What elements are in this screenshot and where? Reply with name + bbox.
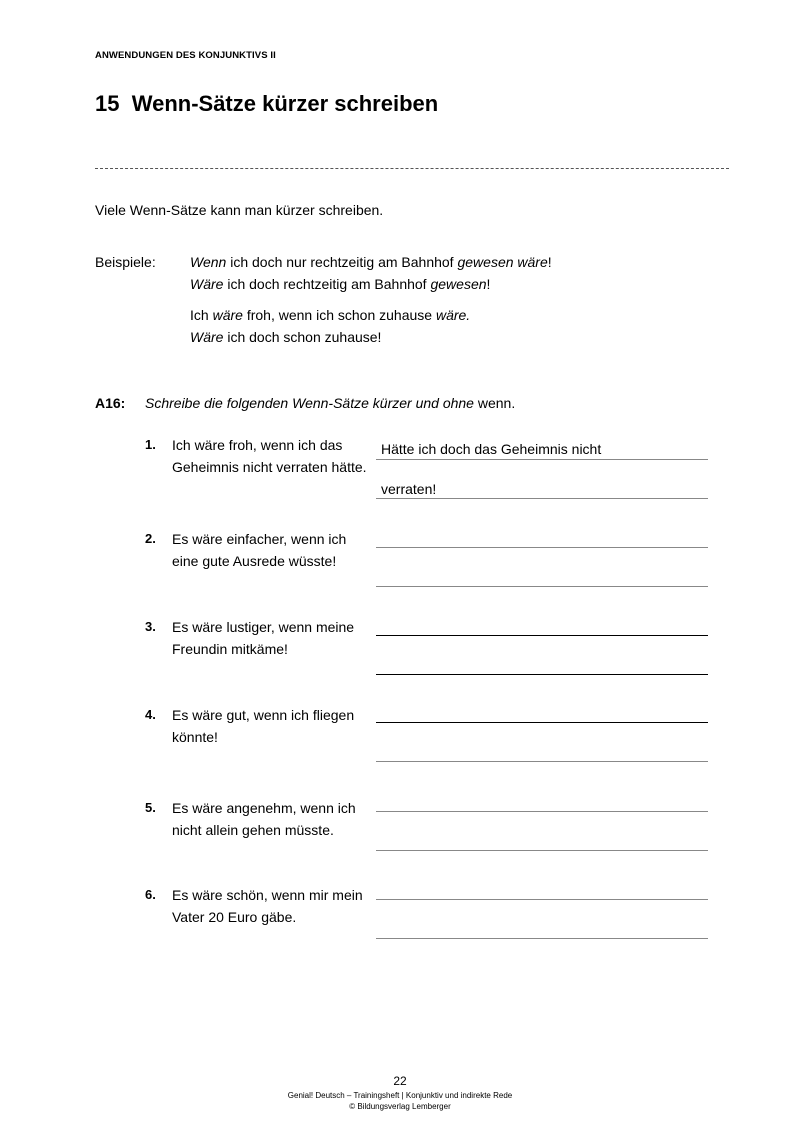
page-number: 22	[393, 1074, 407, 1088]
footer-line: Genial! Deutsch – Trainingsheft | Konjunktiv und indirekte Rede	[287, 1091, 513, 1100]
dashed-divider	[95, 168, 729, 169]
title-text: Wenn-Sätze kürzer schreiben	[131, 91, 439, 116]
answer-line[interactable]	[376, 674, 708, 675]
section-header: ANWENDUNGEN DES KONJUNKTIVS II	[95, 50, 276, 61]
item-number: 4.	[145, 707, 156, 722]
answer-line[interactable]	[376, 722, 708, 723]
example-line: Wäre ich doch schon zuhause!	[190, 329, 382, 345]
answer-line[interactable]	[376, 899, 708, 900]
example-line: Ich wäre froh, wenn ich schon zuhause wäre.	[190, 307, 471, 323]
item-sentence: Es wäre gut, wenn ich fliegen könnte!	[172, 707, 355, 745]
item-number: 1.	[145, 437, 156, 452]
item-number: 2.	[145, 531, 156, 546]
item-sentence: Es wäre lustiger, wenn meine Freundin mitkäme!	[172, 619, 355, 657]
answer-line[interactable]	[376, 547, 708, 548]
item-number: 3.	[145, 619, 156, 634]
item-number: 5.	[145, 800, 156, 815]
answer-line[interactable]	[376, 498, 708, 499]
intro-text: Viele Wenn-Sätze kann man kürzer schreiben.	[95, 202, 384, 218]
answer-line[interactable]	[376, 635, 708, 636]
answer-text: Hätte ich doch das Geheimnis nicht	[381, 441, 602, 457]
example-line: Wäre ich doch rechtzeitig am Bahnhof gewesen!	[190, 276, 491, 292]
answer-line[interactable]	[376, 850, 708, 851]
answer-line[interactable]	[376, 811, 708, 812]
item-number: 6.	[145, 887, 156, 902]
item-sentence: Es wäre einfacher, wenn ich eine gute Ausrede wüsste!	[172, 531, 347, 569]
title-number: 15	[95, 91, 120, 116]
item-sentence: Es wäre angenehm, wenn ich nicht allein gehen müsste.	[172, 800, 356, 838]
task-label: A16:	[95, 395, 126, 411]
answer-line[interactable]	[376, 761, 708, 762]
page-title	[95, 91, 438, 117]
item-sentence: Ich wäre froh, wenn ich das Geheimnis nicht verraten hätte.	[172, 437, 367, 475]
example-line: Wenn ich doch nur rechtzeitig am Bahnhof gewesen wäre!	[190, 254, 552, 270]
item-sentence: Es wäre schön, wenn mir mein Vater 20 Euro gäbe.	[172, 887, 363, 925]
footer-copyright: © Bildungsverlag Lemberger	[349, 1102, 451, 1111]
answer-text: verraten!	[381, 481, 437, 497]
task-instruction: Schreibe die folgenden Wenn-Sätze kürzer und ohne wenn.	[145, 395, 516, 411]
answer-line[interactable]	[376, 586, 708, 587]
answer-line[interactable]	[376, 938, 708, 939]
examples-label: Beispiele:	[95, 254, 156, 270]
answer-line[interactable]	[376, 459, 708, 460]
